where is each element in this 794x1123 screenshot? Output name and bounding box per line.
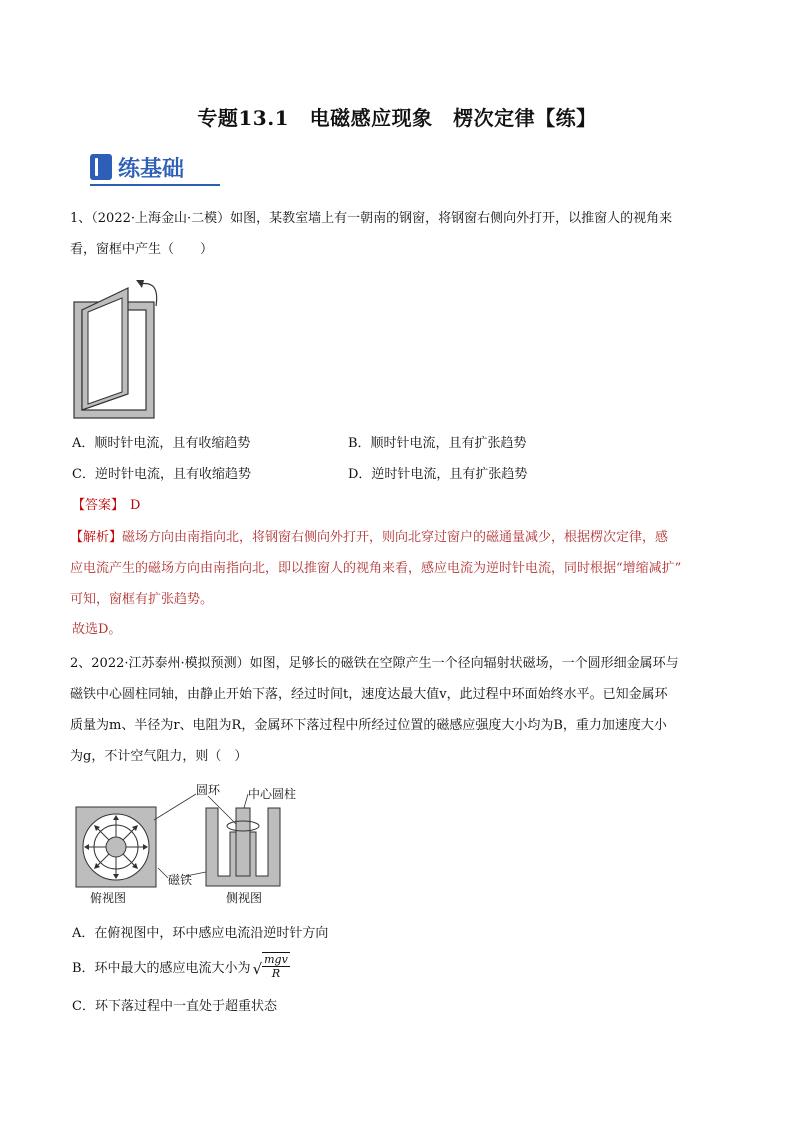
explanation-line1: 磁场方向由南指向北，将钢窗右侧向外打开，则向北穿过窗户的磁通量减少，根据楞次定律，感 xyxy=(122,530,669,545)
q1-stem-line2: 看，窗框中产生（ ） xyxy=(70,242,214,257)
q2-stem-line1: 2、2022·江苏泰州·模拟预测）如图，足够长的磁铁在空隙产生一个径向辐射状磁场，一个圆形细金属环与 xyxy=(70,656,679,671)
label-magnet: 磁铁 xyxy=(168,873,193,887)
label-side-view: 侧视图 xyxy=(226,891,263,905)
section-underline xyxy=(90,184,220,186)
formula-denominator: R xyxy=(271,967,281,980)
label-ring: 圆环 xyxy=(196,783,221,797)
q2-option-b-text: B．环中最大的感应电流大小为 xyxy=(72,961,251,976)
section-heading xyxy=(90,150,184,184)
q1-option-d: D．逆时针电流，且有扩张趋势 xyxy=(348,467,528,482)
q2-option-c: C．环下落过程中一直处于超重状态 xyxy=(72,999,277,1014)
explanation-line2: 应电流产生的磁场方向由南指向北，即以推窗人的视角来看，感应电流为逆时针电流，同时根据“增缩减扩” xyxy=(70,561,682,576)
q2-magnet-figure xyxy=(70,780,320,906)
q2-option-a: A．在俯视图中，环中感应电流沿逆时针方向 xyxy=(72,926,329,941)
page-title: 专题13.1 电磁感应现象 楞次定律【练】 xyxy=(197,106,597,130)
q2-stem-line3: 质量为m、半径为r、电阻为R，金属环下落过程中所经过位置的磁感应强度大小均为B，重力加速度大小 xyxy=(70,718,667,733)
sqrt-icon: √ xyxy=(252,960,263,978)
q1-window-figure xyxy=(70,266,170,422)
q2-stem xyxy=(70,648,730,772)
formula-numerator: mgv xyxy=(264,953,288,966)
q2-stem-line2: 磁铁中心圆柱同轴，由静止开始下落，经过时间t，速度达最大值v，此过程中环面始终水平。已知金属环 xyxy=(70,687,668,702)
q1-stem xyxy=(70,203,730,265)
label-center-column: 中心圆柱 xyxy=(248,787,297,801)
q1-option-a: A．顺时针电流，且有收缩趋势 xyxy=(72,436,251,451)
explanation-label: 【解析】 xyxy=(70,530,123,545)
rotation-arrowhead xyxy=(136,280,144,288)
answer-value: D xyxy=(130,498,141,513)
side-view-center-column xyxy=(236,808,250,876)
label-top-view: 俯视图 xyxy=(90,891,127,905)
q1-explanation xyxy=(70,522,730,615)
q1-stem-line1: 1、（2022·上海金山·二模）如图，某教室墙上有一朝南的钢窗，将钢窗右侧向外打开，以推窗人的视角来 xyxy=(70,211,673,226)
explanation-line3: 可知，窗框有扩张趋势。 xyxy=(70,592,214,607)
q1-option-b: B．顺时针电流，且有扩张趋势 xyxy=(348,436,527,451)
q2-option-b xyxy=(72,953,290,980)
window-sash-glass xyxy=(88,298,122,404)
section-heading-text: 练基础 xyxy=(118,156,185,182)
q1-answer xyxy=(72,496,140,516)
q1-conclusion: 故选D。 xyxy=(72,622,122,637)
q2-option-b-formula xyxy=(262,952,290,980)
q2-stem-line4: 为g，不计空气阻力，则（ ） xyxy=(70,749,248,764)
book-icon xyxy=(90,154,112,180)
q1-option-c: C．逆时针电流，且有收缩趋势 xyxy=(72,467,251,482)
answer-label: 【答案】 xyxy=(72,498,125,513)
